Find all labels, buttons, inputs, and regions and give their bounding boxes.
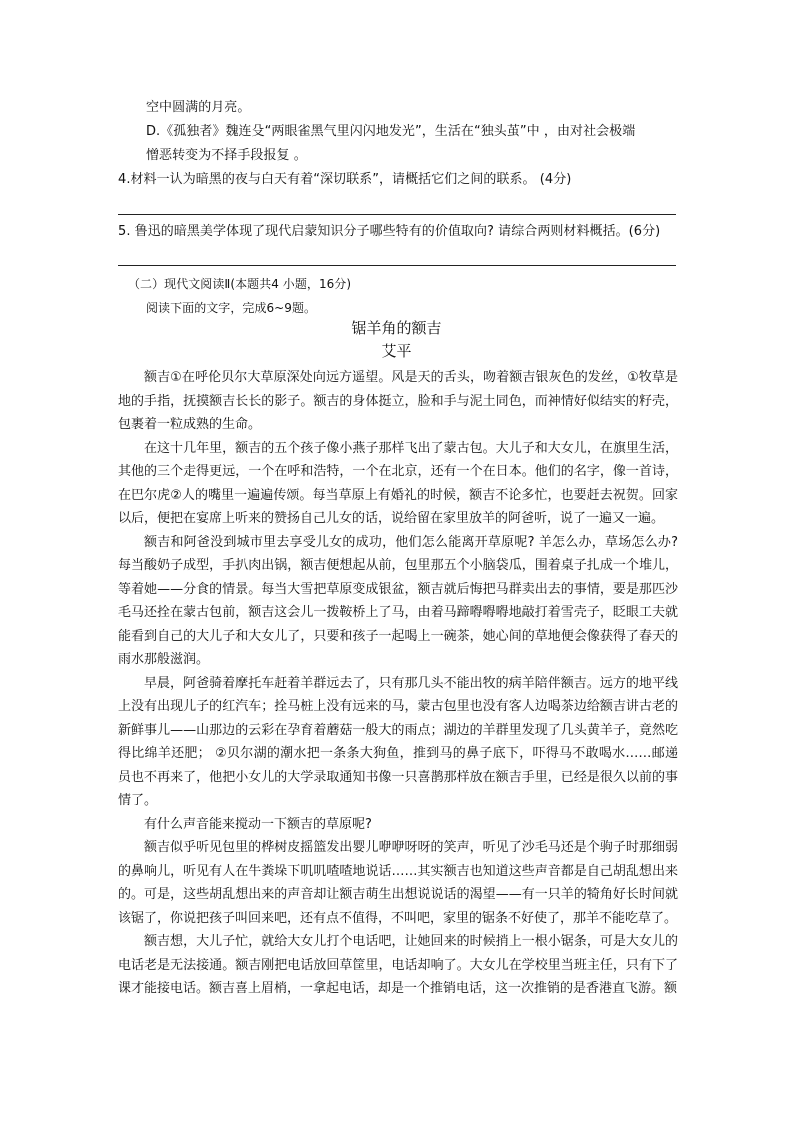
paragraph-3: 额吉和阿爸没到城市里去享受儿女的成功，他们怎么能离开草原呢? 羊怎么办，草场怎么办? 每当酸奶子成型，手扒肉出锅，额吉便想起从前，包里那五个小脑袋瓜，围着桌子扎成一个堆儿，等着她——分食的情景。每当大雪把草原变成银盆，额吉就后悔把马群卖出去的事情，要是那匹沙毛马还拴在蒙古包前，额吉这会儿一拨鞍桥上了马，由着马蹄嘚嘚嘚地敲打着雪壳子，眨眼工夫就能看到自己的大儿子和大女儿了，只要和孩子一起喝上一碗茶，她心间的草地便会像获得了春天的雨水那般滋润。 bbox=[118, 534, 678, 667]
answer-line-q4 bbox=[118, 214, 676, 215]
paragraph-2: 在这十几年里，额吉的五个孩子像小燕子那样飞出了蒙古包。大儿子和大女儿，在旗里生活，其他的三个走得更远，一个在呼和浩特，一个在北京，还有一个在日本。他们的名字，像一首诗，在巴尔虎②人的嘴里一遍遍传颂。每当草原上有婚礼的时候，额吉不论多忙，也要赶去祝贺。回家以后，便把在宴席上听来的赞扬自己儿女的话，说给留在家里放羊的阿爸听，说了一遍又一遍。 bbox=[118, 440, 678, 526]
option-d-line2: 憎恶转变为不择手段报复 。 bbox=[146, 148, 307, 163]
paragraph-1: 额吉①在呼伦贝尔大草原深处向远方遥望。风是天的舌头，吻着额吉银灰色的发丝，①牧草是地的手指，抚摸额吉长长的影子。额吉的身体挺立，脸和手与泥土同色，而神情好似结实的籽壳，包裹着一粒成熟的生命。 bbox=[118, 370, 678, 432]
paragraph-5: 有什么声音能来搅动一下额吉的草原呢? bbox=[144, 816, 372, 832]
article-body bbox=[118, 366, 678, 1001]
article-title: 锯羊角的额吉 bbox=[351, 319, 442, 337]
section-heading: （二）现代文阅读Ⅱ(本题共4 小题，16分) bbox=[128, 277, 352, 291]
question-5: 5. 鲁迅的暗黑美学体现了现代启蒙知识分子哪些特有的价值取向? 请综合两则材料概括。(6分) bbox=[118, 224, 661, 239]
paragraph-7: 额吉想，大儿子忙，就给大女儿打个电话吧，让她回来的时候捎上一根小锯条，可是大女儿的电话老是无法接通。额吉刚把电话放回草筐里，电话却响了。大女儿在学校里当班主任，只有下了课才能接电话。额吉喜上眉梢，一拿起电话，却是一个推销电话，这一次推销的是香港直飞游。额 bbox=[118, 934, 678, 996]
article-author: 艾平 bbox=[381, 342, 412, 360]
paragraph-6: 额吉似乎听见包里的桦树皮摇篮发出婴儿咿咿呀呀的笑声，听见了沙毛马还是个驹子时那细弱的鼻响儿，听见有人在牛粪垛下叽叽喳喳地说话……其实额吉也知道这些声音都是自己胡乱想出来的。可是，这些胡乱想出来的声音却让额吉萌生出想说说话的渴望——有一只羊的犄角好长时间就该锯了，你说把孩子叫回来吧，还有点不值得，不叫吧，家里的锯条不好使了，那羊不能吃草了。 bbox=[118, 840, 678, 926]
answer-line-q5 bbox=[118, 265, 676, 266]
option-d-line1: D.《孤独者》魏连殳“两眼雀黑气里闪闪地发光”，生活在“独头茧”中 ，由对社会极端 bbox=[146, 124, 636, 139]
question-4: 4.材料一认为暗黑的夜与白天有着“深切联系”，请概括它们之间的联系。 (4分) bbox=[118, 172, 572, 187]
paragraph-4: 早晨，阿爸骑着摩托车赶着羊群远去了，只有那几头不能出牧的病羊陪伴额吉。远方的地平线上没有出现儿子的红汽车；拴马桩上没有远来的马，蒙古包里也没有客人边喝茶边给额吉讲古老的新鲜事儿——山那边的云彩在孕育着蘑菇一般大的雨点；湖边的羊群里发现了几头黄羊子，竟然吃得比绵羊还肥； ②贝尔湖的潮水把一条条大狗鱼，推到马的鼻子底下，吓得马不敢喝水……邮递员也不再来了，他把小女儿的大学录取通知书像一只喜鹊那样放在额吉手里，已经是很久以前的事情了。 bbox=[118, 675, 678, 808]
option-c-tail: 空中圆满的月亮。 bbox=[146, 100, 251, 115]
reading-instruction: 阅读下面的文字，完成6~9题。 bbox=[146, 301, 317, 315]
